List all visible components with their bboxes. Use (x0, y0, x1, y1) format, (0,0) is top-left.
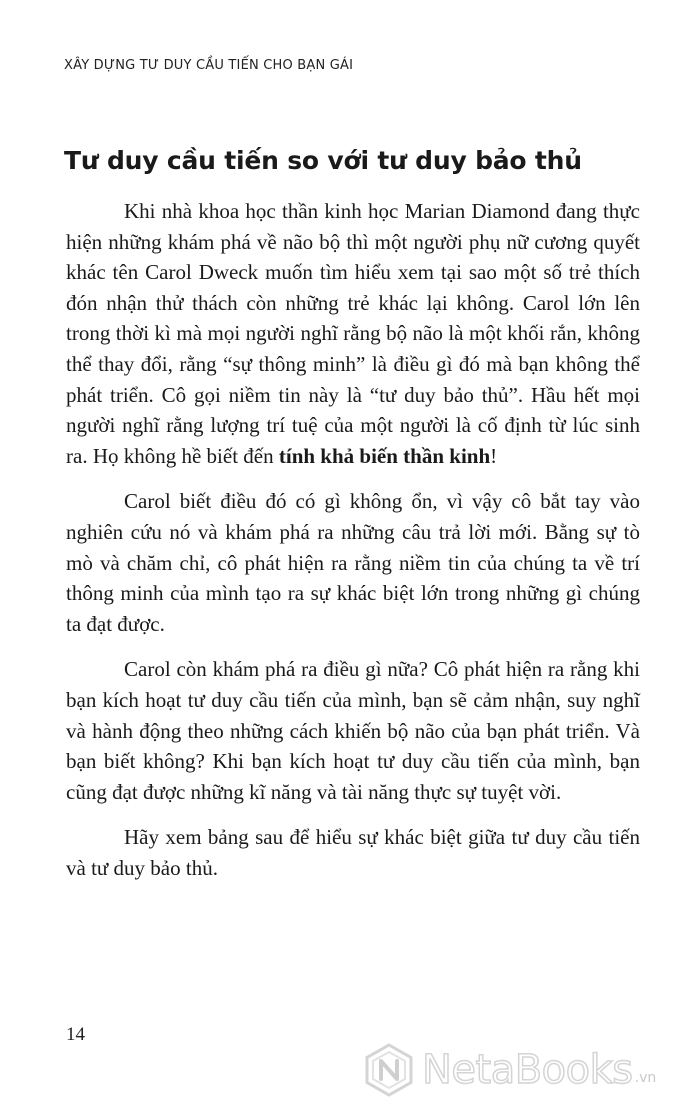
paragraph-2: Carol biết điều đó có gì không ổn, vì vậy cô bắt tay vào nghiên cứu nó và khám phá ra những câu trả lời mới. Bằng sự tò mò và chăm chỉ, cô phát hiện ra rằng niềm tin của chúng ta về trí thông minh của mình tạo ra sự khác biệt lớn trong những gì chúng ta đạt được. (66, 489, 640, 636)
paragraph-1 (66, 196, 640, 471)
watermark (362, 1040, 656, 1100)
paragraph-1-text: Khi nhà khoa học thần kinh học Marian Diamond đang thực hiện những khám phá về não bộ thì một người phụ nữ cương quyết khác tên Carol Dweck muốn tìm hiểu xem tại sao một số trẻ thích đón nhận thử thách còn những trẻ khác lại không. Carol lớn lên trong thời kì mà mọi người nghĩ rằng bộ não là một khối rắn, không thể thay đổi, rằng “sự thông minh” là điều gì đó mà bạn không thể phát triển. Cô gọi niềm tin này là “tư duy bảo thủ”. Hầu hết mọi người nghĩ rằng lượng trí tuệ của một người là cố định từ lúc sinh ra. Họ không hề biết đến (66, 199, 640, 468)
watermark-brand: NetaBooks (422, 1047, 633, 1093)
body-text (66, 196, 640, 883)
neta-n-hexagon-icon (362, 1043, 416, 1097)
paragraph-1-bold-term: tính khả biến thần kinh (278, 443, 491, 468)
paragraph-1-end: ! (490, 443, 498, 468)
running-header: XÂY DỰNG TƯ DUY CẦU TIẾN CHO BẠN GÁI (64, 58, 354, 73)
paragraph-3: Carol còn khám phá ra điều gì nữa? Cô phát hiện ra rằng khi bạn kích hoạt tư duy cầu tiến của mình, bạn sẽ cảm nhận, suy nghĩ và hành động theo những cách khiến bộ não của bạn phát triển. Và bạn biết không? Khi bạn kích hoạt tư duy cầu tiến của mình, bạn cũng đạt được những kĩ năng và tài năng thực sự tuyệt vời. (66, 657, 640, 804)
watermark-suffix: .vn (634, 1070, 657, 1086)
page-number: 14 (66, 1024, 85, 1045)
section-heading: Tư duy cầu tiến so với tư duy bảo thủ (64, 146, 582, 175)
paragraph-4: Hãy xem bảng sau để hiểu sự khác biệt giữa tư duy cầu tiến và tư duy bảo thủ. (66, 825, 640, 880)
